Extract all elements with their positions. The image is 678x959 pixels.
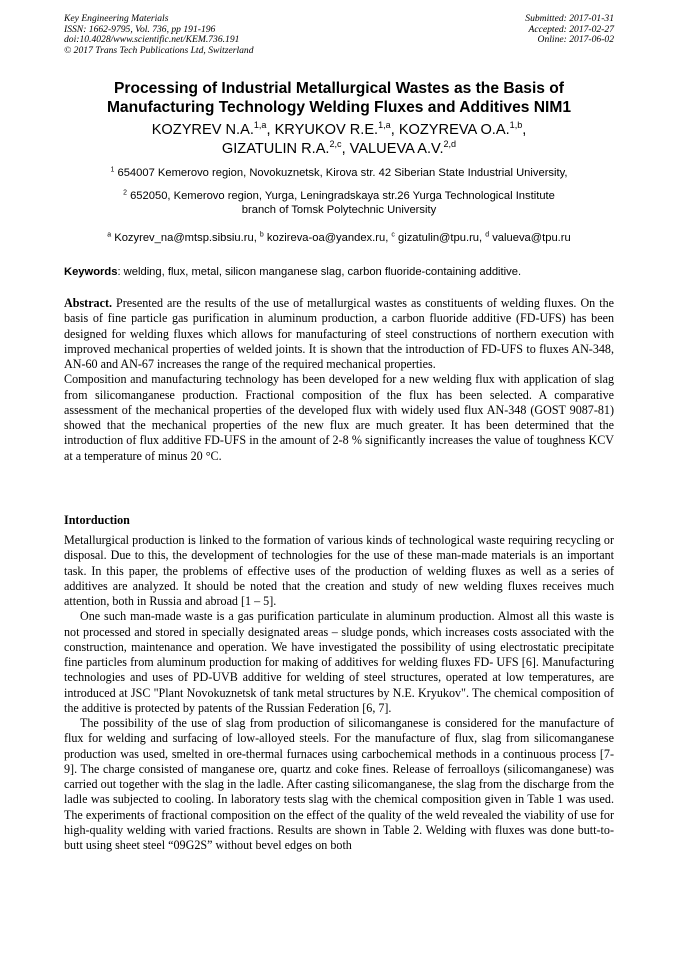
- author-affiliation-sup: 1,a: [253, 120, 267, 131]
- journal-info: [64, 14, 254, 56]
- author-emails: $^a$ Kozyrev_na@mtsp.sibsiu.ru, $^b$ kozireva-oa@yandex.ru, $^c$ gizatulin@tpu.ru, $^d$ valueva@tpu.ru: [107, 231, 571, 244]
- author-name: KOZYREVA O.A.: [398, 122, 510, 138]
- author-name: KRYUKOV R.E.: [274, 122, 379, 138]
- affiliation-1: $^1$ 654007 Kemerovo region, Novokuznetsk, Kirova str. 42 Siberian State Industrial University,: [110, 166, 568, 179]
- author-name: KOZYREV N.A.: [151, 122, 254, 138]
- abstract: [64, 296, 614, 464]
- keywords-label: Keywords: [64, 266, 118, 278]
- online-date: Online: 2017-06-02: [537, 34, 614, 46]
- author-affiliation-sup: 2,c: [329, 139, 342, 150]
- section-heading: Intorduction: [64, 513, 130, 527]
- accepted-date: Accepted: 2017-02-27: [528, 23, 614, 35]
- author-name: GIZATULIN R.A.: [221, 141, 330, 157]
- body-paragraph: The possibility of the use of slag from production of silicomanganese is considered for the manufacture of flux for welding and surfacing of low-alloyed steels. For the manufacture of flux, slag from silicomanganese production was used, smelted in ore-thermal furnaces using carbochemical methods in a continuous process [7-9]. The charge consisted of manganese ore, quartz and coke fines. Release of ferroalloys (silicomanganese) was carried out together with the slag in the ladle. After casting silicomanganese, the slag from the discharge from the ladle was subjected to cooling. In laboratory tests slag with the chemical composition given in Table 1 was used. The experiments of fractional composition on the effect of the quality of the weld revealed the viability of use for high-quality welding with varied fractions. Results are shown in Table 2. Welding with fluxes was done butt-to-butt using sheet steel “09G2S” without bevel edges on both: [64, 716, 614, 852]
- introduction-body: [64, 533, 614, 853]
- author-affiliation-sup: 1,a: [378, 120, 391, 131]
- abstract-label: Abstract.: [64, 296, 113, 310]
- author-list: KOZYREV N.A.$^{1,a}$, KRYUKOV R.E.$^{1,a}$, KOZYREVA O.A.$^{1,b}$, GIZATULIN R.A.$^{2,c}$, VALUEVA A.V.$^{2,d}$: [151, 120, 527, 157]
- keywords: [64, 265, 624, 279]
- abstract-paragraph: Abstract. Presented are the results of the use of metallurgical wastes as constituents of welding fluxes. On the basis of fine particle gas purification in aluminum production, a carbon fluoride additive (FD-UFS) has been designed for welding fluxes which allows for manufacturing of steel constructions of northern execution with improved mechanical properties of welded joints. It is shown that the introduction of FD-UFS to fluxes AN-348, AN-60 and AN-67 increases the range of the required mechanical properties.: [64, 296, 614, 371]
- submitted-date: Submitted: 2017-01-31: [525, 13, 614, 24]
- email-link[interactable]: Kozyrev_na@mtsp.sibsiu.ru: [114, 232, 254, 244]
- journal-doi: doi:10.4028/www.scientific.net/KEM.736.191: [64, 34, 240, 46]
- submission-dates: [525, 14, 614, 46]
- keywords-text: : welding, flux, metal, silicon manganese slag, carbon fluoride-containing additive.: [117, 266, 522, 278]
- affiliation-2: $^2$ 652050, Kemerovo region, Yurga, Leningradskaya str.26 Yurga Technological Institute branch of Tomsk Polytechnic University: [123, 189, 555, 216]
- author-name: VALUEVA A.V.: [349, 141, 444, 157]
- abstract-paragraph: Composition and manufacturing technology has been developed for a new welding flux with application of slag from silicomanganese production. Fractional composition of the flux has been selected. A comparative assessment of the mechanical properties of the developed flux with widely used flux AN-348 (GOST 9087-81) showed that the mechanical properties of the new flux are much greater. It has been determined that the introduction of flux additive FD-UFS in the amount of 2-8 % significantly increases the value of toughness KCV at a temperature of minus 20 °C.: [64, 372, 614, 463]
- email-link[interactable]: gizatulin@tpu.ru: [398, 232, 480, 244]
- email-link[interactable]: kozireva-oa@yandex.ru: [266, 232, 386, 244]
- journal-copyright: © 2017 Trans Tech Publications Ltd, Switzerland: [64, 44, 254, 56]
- body-paragraph: Metallurgical production is linked to the formation of various kinds of technological waste requiring recycling or disposal. Due to this, the development of technologies for the use of these man-made materials is an important task. In this paper, the problems of effective uses of the production of welding fluxes as well as a series of additives are analyzed. It should be noted that the creation and study of new welding fluxes receives much attention, both in Russia and abroad [1 – 5].: [64, 533, 614, 608]
- journal-name: Key Engineering Materials: [64, 13, 169, 24]
- body-paragraph: One such man-made waste is a gas purification particulate in aluminum production. Almost all this waste is not processed and stored in specially designated areas – sludge ponds, which increases costs associated with the construction, maintenance and operation. We have investigated the possibility of using electrostatic precipitate fine particles from aluminum production for making of additives for welding fluxes FD- UFS [6]. Manufacturing technologies and uses of PD-UVB additive for welding of steel structures, operated at low temperatures, are introduced at JSC "Plant Novokuznetsk of tank metal structures by N.E. Kryukov". The chemical composition of the additive is protected by patents of the Russian Federation [6, 7].: [64, 609, 614, 715]
- author-affiliation-sup: 1,b: [509, 120, 523, 131]
- email-link[interactable]: valueva@tpu.ru: [492, 232, 571, 244]
- author-affiliation-sup: 2,d: [443, 139, 457, 150]
- journal-issn: ISSN: 1662-9795, Vol. 736, pp 191-196: [64, 23, 216, 35]
- paper-title: Processing of Industrial Metallurgical Wastes as the Basis of Manufacturing Technology Welding Fluxes and Additives NIM1: [106, 80, 572, 116]
